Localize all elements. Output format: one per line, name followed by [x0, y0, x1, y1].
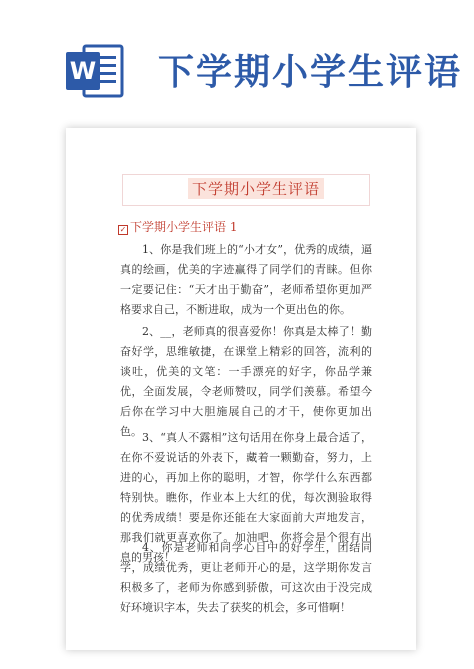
comment-paragraph-1: 1、你是我们班上的“小才女”，优秀的成绩，逼真的绘画，优美的字迹赢得了同学们的青睐。但你一定要记住：“天才出于勤奋”，老师希望你更加严格要求自己，不断进取，成为一个更出色的你。 [120, 243, 372, 316]
document-title: 下学期小学生评语 [188, 178, 324, 199]
banner-title: 下学期小学生评语 [158, 52, 463, 93]
comment-paragraph-3: 3、“真人不露相”这句话用在你身上最合适了，在你不爱说话的外表下，藏着一颗勤奋，努力，上进的心，再加上你的聪明，才智，你学什么东西都特别快。瞧你，作业本上大红的优，每次测验取得的优秀成绩！要是你还能在大家面前大声地发言，那我们就更喜欢你了。加油吧，你将会是个很有出息的男孩！ [120, 431, 372, 564]
section-heading [118, 218, 237, 235]
word-icon-letter: W [69, 57, 97, 85]
document-page [66, 128, 416, 650]
checkbox-icon: ✓ [119, 225, 127, 234]
word-document-icon [64, 40, 126, 102]
section-heading-text: 下学期小学生评语 1 [130, 220, 238, 234]
comment-paragraph-4: 4、你是老师和同学心目中的好学生，团结同学，成绩优秀，更让老师开心的是，这学期你发言积极多了，老师为你感到骄傲，可这次由于没完成好环境识字本，失去了获奖的机会，多可惜啊！ [120, 541, 372, 614]
banner [0, 0, 474, 128]
comment-paragraph-2: 2、__，老师真的很喜爱你！你真是太棒了！勤奋好学，思维敏捷，在课堂上精彩的回答，流利的谈吐，优美的文笔：一手漂亮的好字，你品学兼优，全面发展，令老师赞叹，同学们羡慕。希望今后你在学习中大胆施展自己的才干，使你更加出色。 [120, 325, 372, 438]
